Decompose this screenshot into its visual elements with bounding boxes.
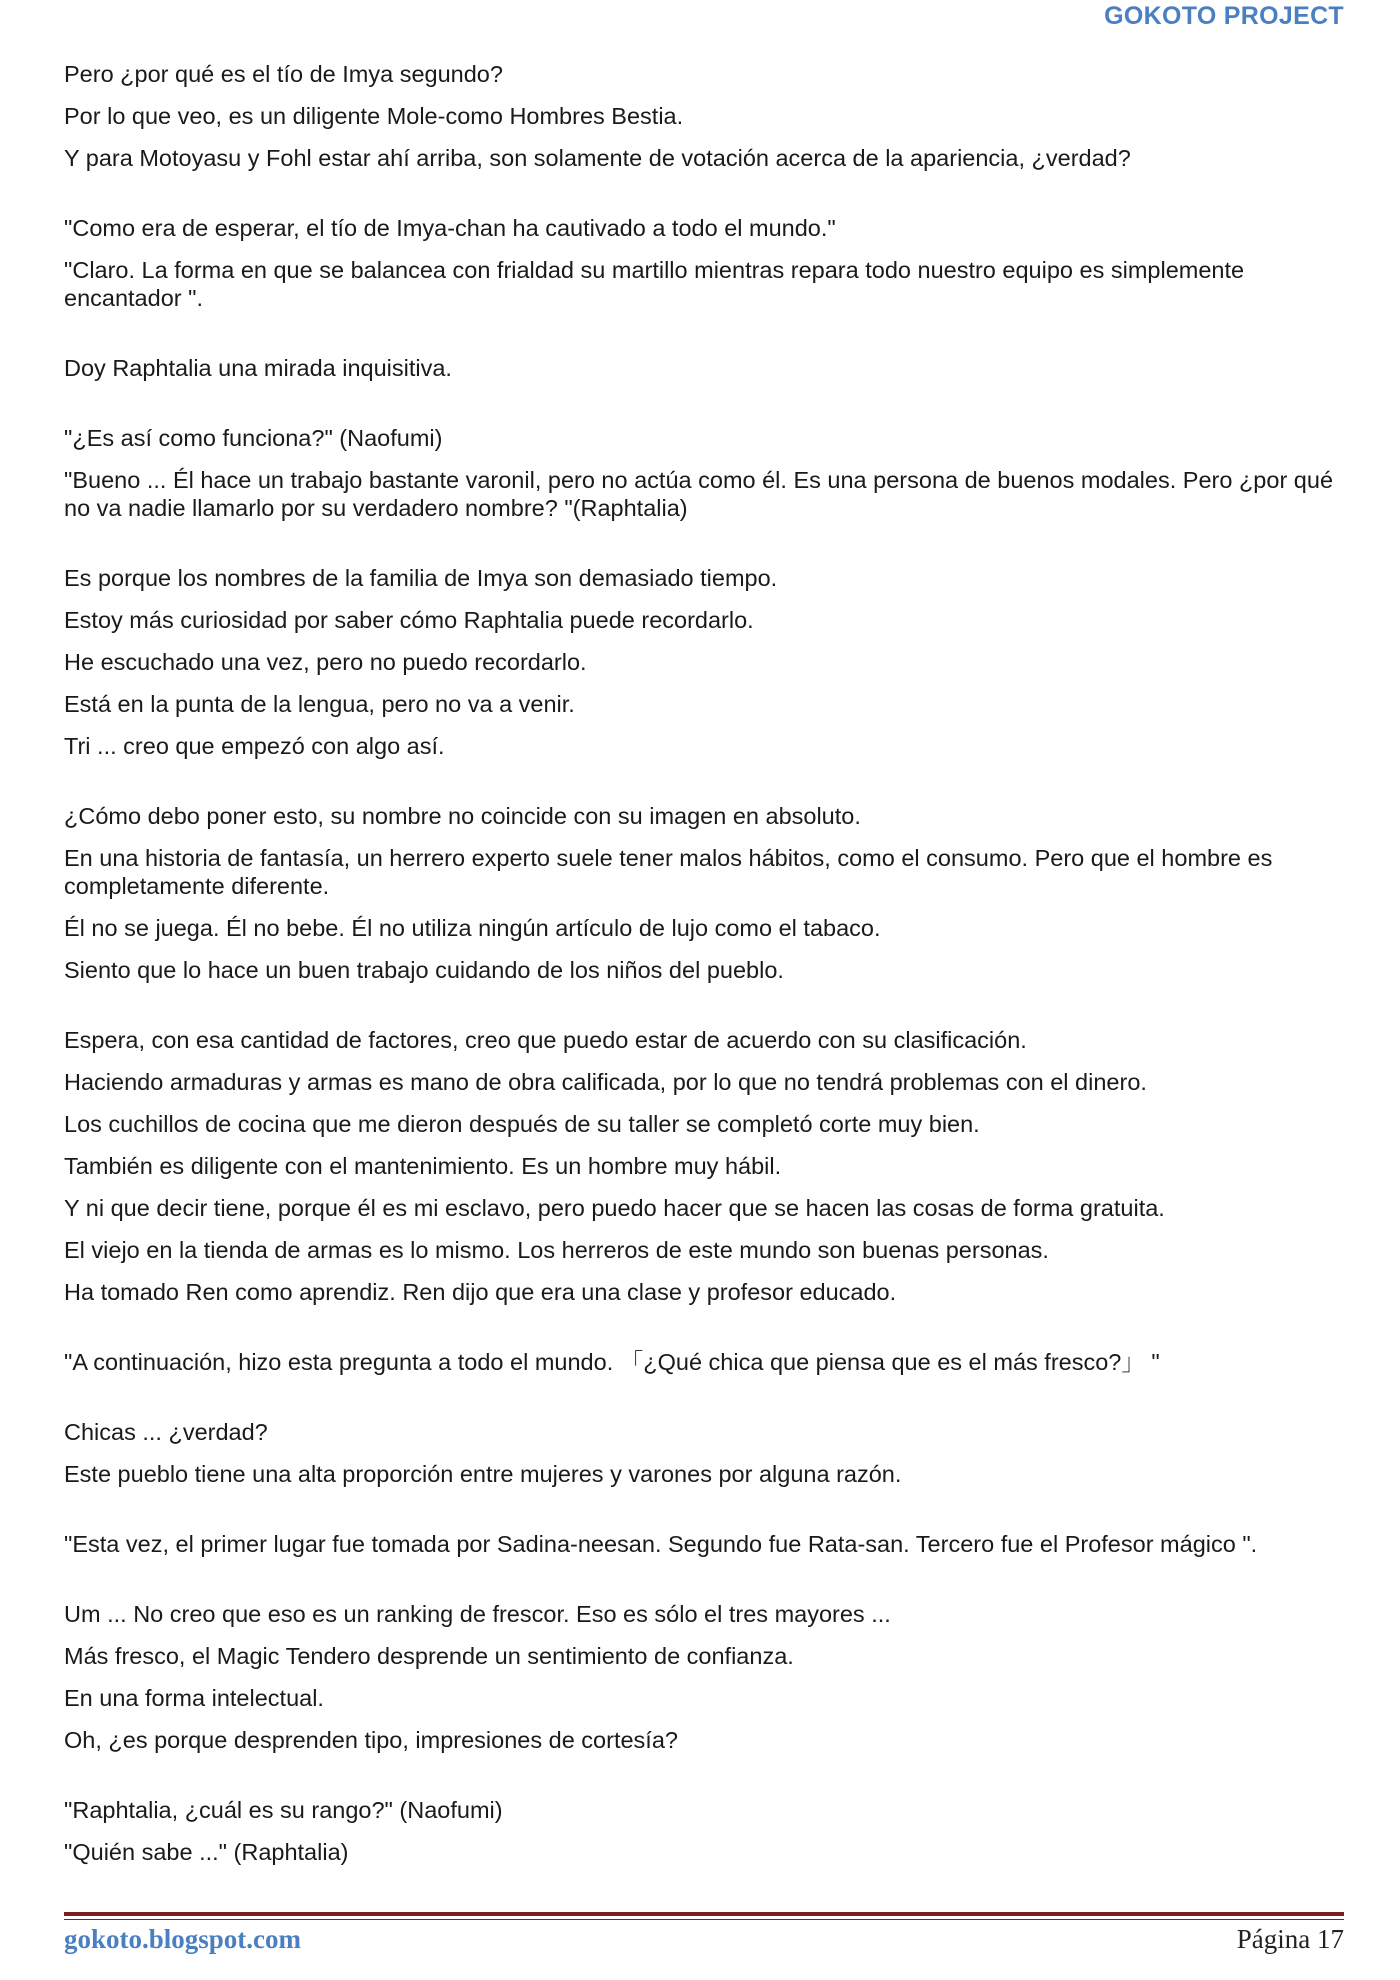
paragraph: Doy Raphtalia una mirada inquisitiva. — [64, 355, 452, 381]
paragraph: Los cuchillos de cocina que me dieron después de su taller se completó corte muy bien. — [64, 1111, 980, 1137]
paragraph: Tri ... creo que empezó con algo así. — [64, 733, 445, 759]
paragraph: "Quién sabe ..." (Raphtalia) — [64, 1839, 349, 1865]
paragraph: "Bueno ... Él hace un trabajo bastante varonil, pero no actúa como él. Es una persona de buenos modales. Pero ¿por qué no va nadie llamarlo por su verdadero nombre? "(Raphtalia) — [64, 467, 1334, 521]
paragraph: Y ni que decir tiene, porque él es mi esclavo, pero puedo hacer que se hacen las cosas de forma gratuita. — [64, 1195, 1165, 1221]
paragraph: Él no se juega. Él no bebe. Él no utiliza ningún artículo de lujo como el tabaco. — [64, 915, 881, 941]
paragraph: Espera, con esa cantidad de factores, creo que puedo estar de acuerdo con su clasificación. — [64, 1027, 1027, 1053]
page-number: Página 17 — [1236, 1924, 1344, 1954]
header-title: GOKOTO PROJECT — [1104, 2, 1344, 30]
paragraph: "Raphtalia, ¿cuál es su rango?" (Naofumi) — [64, 1797, 503, 1823]
paragraph: Um ... No creo que eso es un ranking de frescor. Eso es sólo el tres mayores ... — [64, 1601, 891, 1627]
paragraph: He escuchado una vez, pero no puedo recordarlo. — [64, 649, 587, 675]
paragraph: Más fresco, el Magic Tendero desprende un sentimiento de confianza. — [64, 1643, 794, 1669]
paragraph: Está en la punta de la lengua, pero no va a venir. — [64, 691, 575, 717]
paragraph: "Como era de esperar, el tío de Imya-chan ha cautivado a todo el mundo." — [64, 215, 836, 241]
paragraph: Pero ¿por qué es el tío de Imya segundo? — [64, 61, 503, 87]
paragraph: Ha tomado Ren como aprendiz. Ren dijo que era una clase y profesor educado. — [64, 1279, 897, 1305]
paragraph: "¿Es así como funciona?" (Naofumi) — [64, 425, 443, 451]
paragraph: Chicas ... ¿verdad? — [64, 1419, 268, 1445]
paragraph: "Esta vez, el primer lugar fue tomada por Sadina-neesan. Segundo fue Rata-san. Tercero fue el Profesor mágico ". — [64, 1531, 1258, 1557]
paragraph: ¿Cómo debo poner esto, su nombre no coincide con su imagen en absoluto. — [64, 803, 861, 829]
paragraph: También es diligente con el mantenimiento. Es un hombre muy hábil. — [64, 1153, 782, 1179]
footer-divider-thin — [64, 1919, 1344, 1920]
paragraph: En una forma intelectual. — [64, 1685, 324, 1711]
paragraph: Haciendo armaduras y armas es mano de obra calificada, por lo que no tendrá problemas con el dinero. — [64, 1069, 1147, 1095]
paragraph: Este pueblo tiene una alta proporción entre mujeres y varones por alguna razón. — [64, 1461, 902, 1487]
paragraph: Estoy más curiosidad por saber cómo Raphtalia puede recordarlo. — [64, 607, 754, 633]
paragraph: Es porque los nombres de la familia de Imya son demasiado tiempo. — [64, 565, 778, 591]
paragraph: El viejo en la tienda de armas es lo mismo. Los herreros de este mundo son buenas personas. — [64, 1237, 1049, 1263]
footer-site-link[interactable]: gokoto.blogspot.com — [64, 1924, 302, 1954]
paragraph: "A continuación, hizo esta pregunta a todo el mundo. 「¿Qué chica que piensa que es el más fresco?」 " — [64, 1349, 1160, 1375]
paragraph: Por lo que veo, es un diligente Mole-como Hombres Bestia. — [64, 103, 684, 129]
paragraph: Y para Motoyasu y Fohl estar ahí arriba, son solamente de votación acerca de la apariencia, ¿verdad? — [64, 145, 1131, 171]
paragraph: "Claro. La forma en que se balancea con frialdad su martillo mientras repara todo nuestro equipo es simplemente encantador ". — [64, 257, 1245, 311]
document-body — [64, 60, 1354, 1880]
paragraph: En una historia de fantasía, un herrero experto suele tener malos hábitos, como el consumo. Pero que el hombre es completamente diferente. — [64, 845, 1273, 899]
paragraph: Siento que lo hace un buen trabajo cuidando de los niños del pueblo. — [64, 957, 784, 983]
footer-divider — [64, 1912, 1344, 1916]
paragraph: Oh, ¿es porque desprenden tipo, impresiones de cortesía? — [64, 1727, 678, 1753]
